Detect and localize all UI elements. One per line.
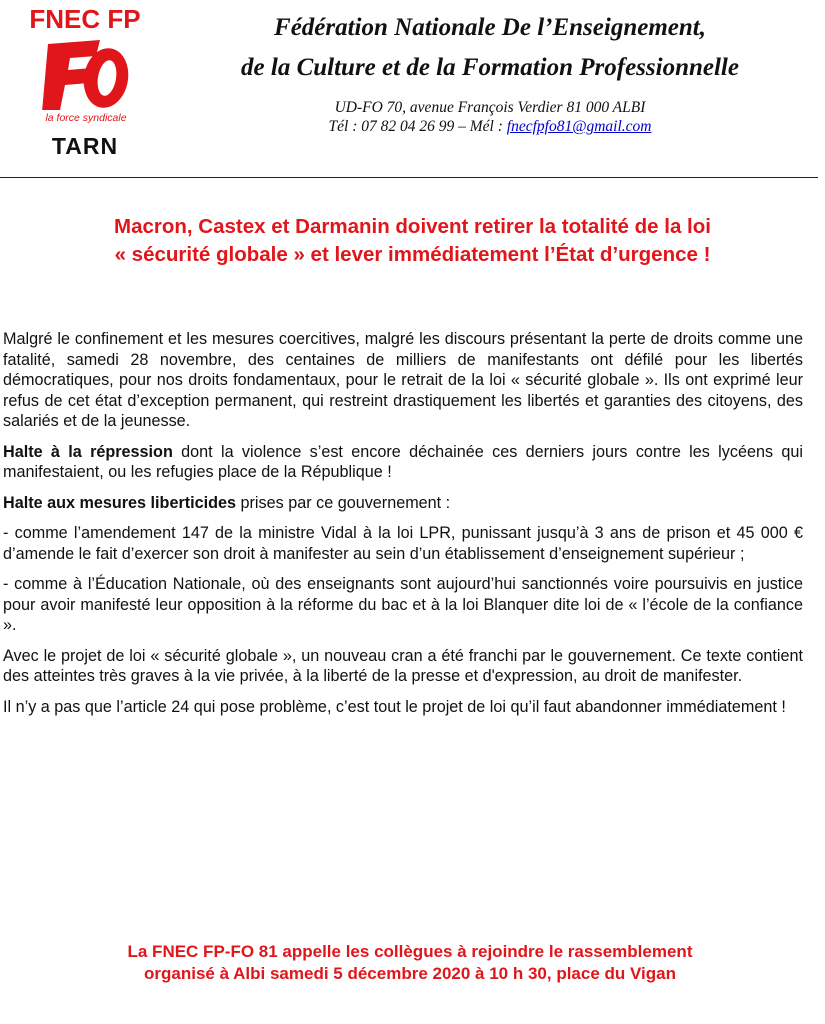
rally-call-line1: La FNEC FP-FO 81 appelle les collègues à rejoindre le rassemblement bbox=[127, 942, 693, 961]
title-line1: Macron, Castex et Darmanin doivent retirer la totalité de la loi bbox=[114, 215, 711, 238]
federation-name-line1: Fédération Nationale De l’Enseignement, bbox=[274, 14, 706, 41]
paragraph-liberticides-text: prises par ce gouvernement : bbox=[236, 493, 451, 512]
paragraph-liberticides-bold: Halte aux mesures liberticides bbox=[3, 493, 237, 512]
paragraph-article-24: Il n’y a pas que l’article 24 qui pose problème, c’est tout le projet de loi qu’il faut abandonner immédiatement ! bbox=[3, 697, 786, 716]
email-link[interactable]: fnecfpfo81@gmail.com bbox=[506, 118, 652, 135]
federation-header bbox=[180, 8, 800, 136]
page-title bbox=[20, 213, 805, 269]
federation-name-line2: de la Culture et de la Formation Professionnelle bbox=[241, 54, 739, 81]
fo-logo-icon bbox=[40, 38, 132, 130]
header-divider bbox=[0, 177, 818, 178]
rally-call bbox=[10, 941, 810, 985]
title-line2: « sécurité globale » et lever immédiatement l’État d’urgence ! bbox=[114, 243, 711, 266]
paragraph-repression-bold: Halte à la répression bbox=[3, 442, 173, 461]
paragraph-amendment: - comme l’amendement 147 de la ministre Vidal à la loi LPR, punissant jusqu’à 3 ans de prison et 45 000 € d’amende le fait d’exercer son droit à manifester au sein d’un établissement d’enseignement supérieur ; bbox=[3, 524, 803, 563]
paragraph-education: - comme à l’Éducation Nationale, où des enseignants sont aujourd’hui sanctionnés voire poursuivis en justice pour avoir manifesté leur opposition à la réforme du bac et à la loi Blanquer dite loi de « l’école de la confiance ». bbox=[3, 575, 803, 634]
federation-contact bbox=[180, 117, 800, 136]
union-logo bbox=[6, 4, 164, 164]
paragraph-intro: Malgré le confinement et les mesures coercitives, malgré les discours présentant la perte de droits comme une fatalité, samedi 28 novembre, des centaines de milliers de manifestants ont défilé pour les libertés démocratiques, pour nos droits fondamentaux, pour le retrait de la loi « sécurité globale ». Ils ont exprimé leur refus de cet état d’exception permanent, qui restreint drastiquement les libertés et garanties des citoyens, des salariés et de la jeunesse. bbox=[3, 330, 803, 430]
logo-tagline: la force syndicale bbox=[45, 112, 127, 124]
article-body bbox=[3, 329, 803, 727]
logo-region-text: TARN bbox=[51, 133, 119, 159]
paragraph-repression-text: dont la violence s’est encore déchainée ces derniers jours contre les lycéens qui manifestaient, ou les refugies place de la République ! bbox=[3, 442, 803, 481]
paragraph-repression bbox=[3, 442, 803, 483]
rally-call-line2: organisé à Albi samedi 5 décembre 2020 à 10 h 30, place du Vigan bbox=[144, 964, 676, 983]
logo-brand-text: FNEC FP bbox=[29, 4, 141, 34]
paragraph-liberticides bbox=[3, 493, 803, 514]
federation-address: UD-FO 70, avenue François Verdier 81 000 ALBI bbox=[334, 99, 646, 116]
contact-phone: Tél : 07 82 04 26 99 – Mél : bbox=[328, 118, 507, 135]
paragraph-security-law: Avec le projet de loi « sécurité globale », un nouveau cran a été franchi par le gouvernement. Ce texte contient des atteintes très graves à la vie privée, à la liberté de la presse et d'expression, au droit de manifester. bbox=[3, 646, 803, 685]
